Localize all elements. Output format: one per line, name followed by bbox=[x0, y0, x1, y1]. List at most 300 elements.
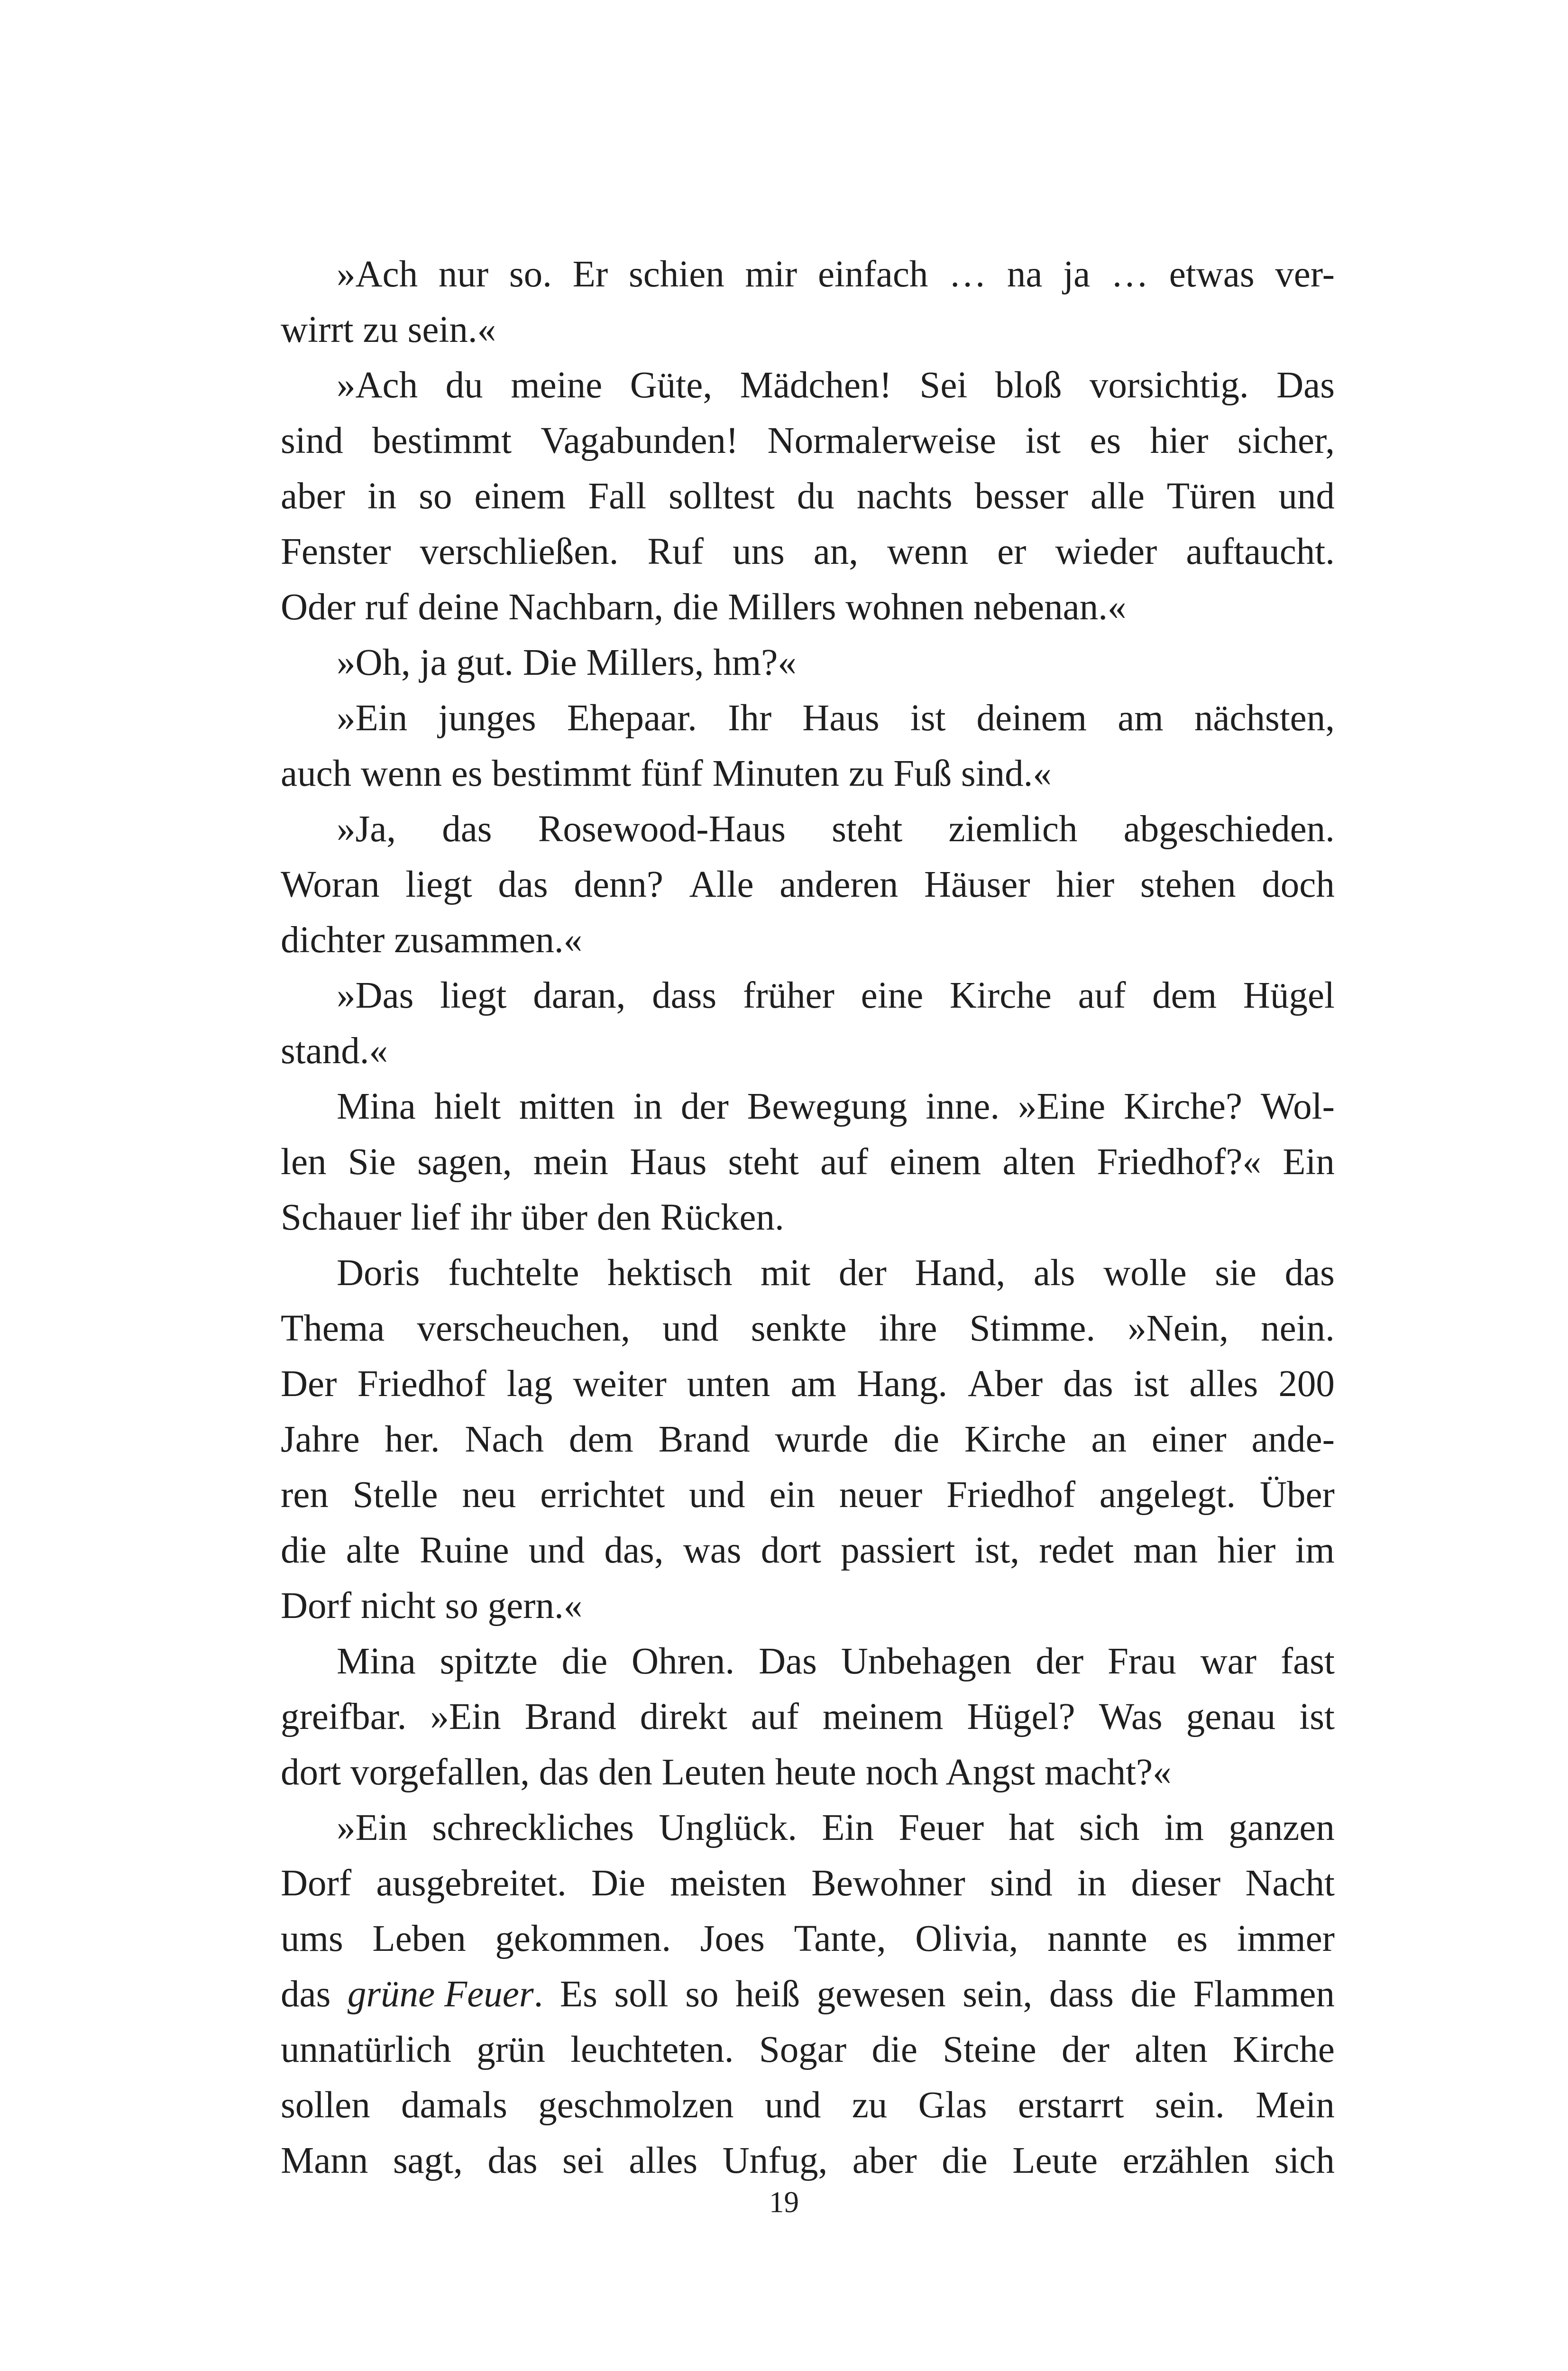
word: Unfug, bbox=[722, 2140, 828, 2181]
word: auftaucht. bbox=[1186, 531, 1335, 572]
word: es bbox=[1090, 420, 1121, 461]
text-line bbox=[281, 579, 1335, 635]
word: Es bbox=[559, 1974, 597, 2015]
word: Nacht bbox=[1245, 1863, 1335, 1904]
word: mit bbox=[760, 1252, 811, 1294]
word: anderen bbox=[779, 864, 899, 905]
word: Bewegung bbox=[747, 1086, 908, 1127]
word: ver- bbox=[1275, 254, 1335, 295]
word: ihre bbox=[879, 1308, 937, 1349]
word: fuchtelte bbox=[448, 1252, 579, 1294]
word: »Das bbox=[337, 975, 414, 1016]
word: Hand, bbox=[915, 1252, 1006, 1294]
word: dichter zusammen.« bbox=[281, 919, 583, 961]
text-line bbox=[281, 1745, 1335, 1800]
word: Tante, bbox=[794, 1918, 886, 1959]
word: nur bbox=[438, 254, 489, 295]
word: sein, bbox=[963, 1974, 1033, 2015]
word: Jahre bbox=[281, 1419, 360, 1460]
word: einfach bbox=[817, 254, 928, 295]
word: dass bbox=[652, 975, 717, 1016]
word: Sie bbox=[348, 1141, 396, 1183]
word: ist, bbox=[974, 1530, 1020, 1571]
word: was bbox=[683, 1530, 742, 1571]
word: du bbox=[797, 476, 834, 517]
word: »Ein bbox=[337, 1807, 408, 1848]
word: alten bbox=[1002, 1141, 1076, 1183]
word: eine bbox=[861, 975, 924, 1016]
word: in bbox=[1077, 1863, 1107, 1904]
word: Friedhof bbox=[357, 1363, 486, 1405]
word: junges bbox=[438, 698, 536, 739]
word: und bbox=[528, 1530, 585, 1571]
word: deinem bbox=[976, 698, 1087, 739]
word: und bbox=[662, 1308, 719, 1349]
word: Oder ruf deine Nachbarn, die Millers wohnen nebenan.« bbox=[281, 587, 1127, 628]
word: zu bbox=[852, 2085, 888, 2126]
word: hielt bbox=[434, 1086, 501, 1127]
word: dort vorgefallen, das den Leuten heute noch Angst macht?« bbox=[281, 1752, 1172, 1793]
word: daran, bbox=[533, 975, 626, 1016]
word: dem bbox=[1152, 975, 1217, 1016]
word: Schauer lief ihr über den Rücken. bbox=[281, 1197, 784, 1238]
word: ist bbox=[1299, 1696, 1335, 1737]
word: und bbox=[689, 1474, 745, 1516]
word: damals bbox=[401, 2085, 507, 2126]
word: Vagabunden! bbox=[541, 420, 739, 461]
word: Thema bbox=[281, 1308, 385, 1349]
word: Ihr bbox=[728, 698, 772, 739]
word: sein. bbox=[1155, 2085, 1225, 2126]
word: man bbox=[1133, 1530, 1198, 1571]
word: dieser bbox=[1131, 1863, 1221, 1904]
word: sagen, bbox=[417, 1141, 512, 1183]
word: Rosewood-Haus bbox=[538, 809, 786, 850]
word: Stelle bbox=[352, 1474, 438, 1516]
text-line bbox=[281, 247, 1335, 302]
word: steht bbox=[728, 1141, 799, 1183]
word: ganzen bbox=[1229, 1807, 1335, 1848]
text-line bbox=[281, 912, 1335, 968]
word: der bbox=[1036, 1641, 1084, 1682]
word: die bbox=[871, 2029, 917, 2070]
word: ren bbox=[281, 1474, 329, 1516]
word: »Ach bbox=[337, 254, 418, 295]
word: na bbox=[1007, 254, 1043, 295]
word: Über bbox=[1259, 1474, 1335, 1516]
word: sicher, bbox=[1237, 420, 1335, 461]
word: »Nein, bbox=[1128, 1308, 1229, 1349]
text-line bbox=[281, 413, 1335, 469]
word: in bbox=[367, 476, 397, 517]
word: inne. bbox=[926, 1086, 1000, 1127]
word: einem bbox=[889, 1141, 981, 1183]
word: Haus bbox=[802, 698, 880, 739]
word: »Oh, ja gut. Die Millers, hm?« bbox=[337, 642, 797, 683]
word: redet bbox=[1039, 1530, 1114, 1571]
word: errichtet bbox=[540, 1474, 665, 1516]
word: Ruine bbox=[419, 1530, 509, 1571]
word: gekommen. bbox=[495, 1918, 671, 1959]
word: das bbox=[281, 1974, 331, 2015]
word: Das bbox=[1276, 365, 1335, 406]
word: Alle bbox=[689, 864, 754, 905]
word: Fall bbox=[588, 476, 647, 517]
word: Türen bbox=[1166, 476, 1256, 517]
text-line bbox=[281, 1911, 1335, 1967]
text-line bbox=[281, 1800, 1335, 1856]
word: Haus bbox=[630, 1141, 707, 1183]
word: die bbox=[1130, 1974, 1176, 2015]
text-line bbox=[281, 968, 1335, 1023]
word: schien bbox=[628, 254, 724, 295]
word: 200 bbox=[1278, 1363, 1335, 1405]
word: das bbox=[1063, 1363, 1113, 1405]
word: unten bbox=[687, 1363, 770, 1405]
word: bestimmt bbox=[372, 420, 512, 461]
word: Dorf bbox=[281, 1863, 352, 1904]
word: Ruf bbox=[647, 531, 704, 572]
word: Nach bbox=[465, 1419, 544, 1460]
word: am bbox=[790, 1363, 837, 1405]
word: neuer bbox=[839, 1474, 923, 1516]
word: denn? bbox=[574, 864, 663, 905]
word: an, bbox=[813, 531, 858, 572]
word: alte bbox=[346, 1530, 400, 1571]
word: Was bbox=[1099, 1696, 1163, 1737]
word: Brand bbox=[658, 1419, 750, 1460]
word: so. bbox=[509, 254, 552, 295]
word: im bbox=[1295, 1530, 1335, 1571]
word: erzählen bbox=[1122, 2140, 1250, 2181]
text-line bbox=[281, 302, 1335, 358]
word: Flammen bbox=[1193, 1974, 1335, 2015]
text-line bbox=[281, 2077, 1335, 2133]
word: fast bbox=[1280, 1641, 1335, 1682]
word: doch bbox=[1262, 864, 1335, 905]
word: etwas bbox=[1169, 254, 1255, 295]
word: grün bbox=[477, 2029, 545, 2070]
text-line bbox=[281, 1356, 1335, 1412]
word: Brand bbox=[524, 1696, 616, 1737]
text-line bbox=[281, 1245, 1335, 1301]
word: Ehepaar. bbox=[567, 698, 697, 739]
word: her. bbox=[385, 1419, 440, 1460]
word: als bbox=[1033, 1252, 1075, 1294]
word: das bbox=[442, 809, 492, 850]
word: Dorf nicht so gern.« bbox=[281, 1585, 583, 1627]
text-line bbox=[281, 1467, 1335, 1523]
word: »Ach bbox=[337, 365, 418, 406]
word: meisten bbox=[670, 1863, 787, 1904]
word: besser bbox=[974, 476, 1068, 517]
word: die bbox=[942, 2140, 988, 2181]
word: sich bbox=[1079, 1807, 1140, 1848]
text-line bbox=[281, 1523, 1335, 1578]
word: Frau bbox=[1107, 1641, 1176, 1682]
word: auf bbox=[1078, 975, 1126, 1016]
word: verscheuchen, bbox=[417, 1308, 631, 1349]
word: Güte, bbox=[630, 365, 713, 406]
word: so bbox=[685, 1974, 719, 2015]
word: nannte bbox=[1047, 1918, 1147, 1959]
word: Mina bbox=[337, 1086, 416, 1127]
word: Steine bbox=[943, 2029, 1036, 2070]
word: »Eine bbox=[1018, 1086, 1106, 1127]
word: Stimme. bbox=[969, 1308, 1096, 1349]
word: das bbox=[487, 2140, 538, 2181]
text-line bbox=[281, 746, 1335, 801]
word: einem bbox=[474, 476, 566, 517]
text-line bbox=[281, 1856, 1335, 1911]
word: Normalerweise bbox=[767, 420, 997, 461]
word: Hügel? bbox=[967, 1696, 1075, 1737]
word: sich bbox=[1274, 2140, 1335, 2181]
word: alle bbox=[1090, 476, 1145, 517]
word: auf bbox=[751, 1696, 799, 1737]
word: so bbox=[419, 476, 452, 517]
word: bloß bbox=[995, 365, 1062, 406]
word: gewesen bbox=[816, 1974, 946, 2015]
text-line bbox=[281, 1190, 1335, 1245]
word: du bbox=[445, 365, 483, 406]
word: direkt bbox=[640, 1696, 728, 1737]
word: wenn bbox=[887, 531, 969, 572]
text-line bbox=[281, 1967, 1335, 2022]
word: ist bbox=[1133, 1363, 1169, 1405]
word: wirrt zu sein.« bbox=[281, 309, 496, 350]
word: soll bbox=[614, 1974, 669, 2015]
text-line bbox=[281, 635, 1335, 690]
word: das, bbox=[604, 1530, 664, 1571]
word: Unglück. bbox=[659, 1807, 798, 1848]
text-line bbox=[281, 1134, 1335, 1190]
text-line bbox=[281, 524, 1335, 579]
word: angelegt. bbox=[1099, 1474, 1236, 1516]
word: steht bbox=[832, 809, 903, 850]
word: aber bbox=[852, 2140, 917, 2181]
word: Woran bbox=[281, 864, 380, 905]
word: Kirche bbox=[964, 1419, 1066, 1460]
word: vorsichtig. bbox=[1089, 365, 1249, 406]
word: abgeschieden. bbox=[1123, 809, 1335, 850]
word: grüne Feuer. bbox=[348, 1967, 543, 2022]
word: Unbehagen bbox=[841, 1641, 1012, 1682]
word: Friedhof?« bbox=[1097, 1141, 1261, 1183]
word: nachts bbox=[856, 476, 953, 517]
word: Friedhof bbox=[946, 1474, 1076, 1516]
word: ja bbox=[1063, 254, 1091, 295]
text-line bbox=[281, 1301, 1335, 1356]
word: Leben bbox=[372, 1918, 466, 1959]
word: genau bbox=[1186, 1696, 1276, 1737]
word: nein. bbox=[1261, 1308, 1335, 1349]
word: meine bbox=[511, 365, 603, 406]
text-line bbox=[281, 469, 1335, 524]
word: die bbox=[893, 1419, 940, 1460]
word: mitten bbox=[519, 1086, 615, 1127]
word: lag bbox=[506, 1363, 553, 1405]
word: sind bbox=[990, 1863, 1053, 1904]
word: hat bbox=[1009, 1807, 1055, 1848]
word: sie bbox=[1215, 1252, 1256, 1294]
word: das bbox=[498, 864, 548, 905]
word: Mein bbox=[1256, 2085, 1335, 2126]
word: Ohren. bbox=[631, 1641, 735, 1682]
word: Die bbox=[591, 1863, 646, 1904]
word: sagt, bbox=[393, 2140, 463, 2181]
word: das bbox=[1284, 1252, 1335, 1294]
word: am bbox=[1118, 698, 1164, 739]
word: alten bbox=[1135, 2029, 1208, 2070]
text-line bbox=[281, 857, 1335, 912]
word: ziemlich bbox=[948, 809, 1078, 850]
word: Das bbox=[759, 1641, 817, 1682]
word: Hügel bbox=[1243, 975, 1335, 1016]
word: sind bbox=[281, 420, 343, 461]
word: aber bbox=[281, 476, 345, 517]
word: er bbox=[997, 531, 1027, 572]
text-line bbox=[281, 2022, 1335, 2077]
body-text bbox=[281, 247, 1335, 2188]
word: meinem bbox=[822, 1696, 944, 1737]
word: Er bbox=[572, 254, 608, 295]
word: mein bbox=[533, 1141, 608, 1183]
word: Ein bbox=[1283, 1141, 1335, 1183]
word: heiß bbox=[735, 1974, 800, 2015]
text-line bbox=[281, 1412, 1335, 1467]
word: Ein bbox=[822, 1807, 874, 1848]
word: unnatürlich bbox=[281, 2029, 451, 2070]
word: erstarrt bbox=[1018, 2085, 1124, 2126]
word: Häuser bbox=[924, 864, 1030, 905]
word: solltest bbox=[669, 476, 775, 517]
word: Aber bbox=[968, 1363, 1043, 1405]
word: Der bbox=[281, 1363, 337, 1405]
text-line bbox=[281, 2133, 1335, 2188]
word: dem bbox=[569, 1419, 633, 1460]
word: Sei bbox=[919, 365, 968, 406]
word: verschließen. bbox=[420, 531, 619, 572]
word: Olivia, bbox=[915, 1918, 1018, 1959]
word: war bbox=[1200, 1641, 1257, 1682]
word: wieder bbox=[1055, 531, 1157, 572]
word: »Ein bbox=[430, 1696, 501, 1737]
word: auf bbox=[820, 1141, 869, 1183]
word: stehen bbox=[1140, 864, 1236, 905]
word: sei bbox=[562, 2140, 604, 2181]
word: stand.« bbox=[281, 1030, 388, 1072]
word: senkte bbox=[751, 1308, 847, 1349]
word: die bbox=[281, 1530, 327, 1571]
word: mir bbox=[745, 254, 798, 295]
word: liegt bbox=[405, 864, 472, 905]
word: Kirche bbox=[949, 975, 1052, 1016]
word: geschmolzen bbox=[538, 2085, 734, 2126]
word: hektisch bbox=[607, 1252, 733, 1294]
word: und bbox=[1278, 476, 1335, 517]
word: schreckliches bbox=[432, 1807, 634, 1848]
word: uns bbox=[732, 531, 785, 572]
text-line bbox=[281, 690, 1335, 746]
word: neu bbox=[462, 1474, 516, 1516]
text-line bbox=[281, 1578, 1335, 1634]
word: ausgebreitet. bbox=[376, 1863, 567, 1904]
text-line bbox=[281, 1079, 1335, 1134]
word: len bbox=[281, 1141, 327, 1183]
word: nächsten, bbox=[1194, 698, 1335, 739]
word: ums bbox=[281, 1918, 343, 1959]
word: hier bbox=[1150, 420, 1209, 461]
word: wurde bbox=[775, 1419, 869, 1460]
text-line bbox=[281, 1634, 1335, 1689]
word: spitzte bbox=[440, 1641, 538, 1682]
word: Leute bbox=[1012, 2140, 1098, 2181]
word: hier bbox=[1056, 864, 1115, 905]
word: auch wenn es bestimmt fünf Minuten zu Fuß sind.« bbox=[281, 753, 1052, 794]
word: … bbox=[949, 254, 987, 295]
text-line bbox=[281, 1023, 1335, 1079]
word: alles bbox=[629, 2140, 698, 2181]
word: der bbox=[680, 1086, 729, 1127]
text-line bbox=[281, 801, 1335, 857]
word: früher bbox=[743, 975, 834, 1016]
word: dort bbox=[761, 1530, 821, 1571]
word: Bewohner bbox=[811, 1863, 965, 1904]
word: Doris bbox=[337, 1252, 420, 1294]
word: … bbox=[1110, 254, 1148, 295]
text-line bbox=[281, 1689, 1335, 1745]
word: im bbox=[1164, 1807, 1204, 1848]
word: der bbox=[1062, 2029, 1110, 2070]
word: der bbox=[838, 1252, 887, 1294]
word: passiert bbox=[841, 1530, 955, 1571]
word: hier bbox=[1217, 1530, 1276, 1571]
word: ist bbox=[1025, 420, 1061, 461]
word: ande- bbox=[1251, 1419, 1335, 1460]
word: alles bbox=[1189, 1363, 1258, 1405]
word: weiter bbox=[573, 1363, 667, 1405]
word: Sogar bbox=[759, 2029, 847, 2070]
word: liegt bbox=[440, 975, 507, 1016]
word: »Ja, bbox=[337, 809, 396, 850]
word: Mina bbox=[337, 1641, 416, 1682]
word: sollen bbox=[281, 2085, 370, 2126]
word: immer bbox=[1237, 1918, 1335, 1959]
word: Feuer bbox=[899, 1807, 984, 1848]
word: ist bbox=[910, 698, 946, 739]
word: Kirche bbox=[1233, 2029, 1335, 2070]
word: die bbox=[561, 1641, 608, 1682]
word: Fenster bbox=[281, 531, 391, 572]
word: Wol- bbox=[1260, 1086, 1335, 1127]
word: an bbox=[1091, 1419, 1127, 1460]
word: wolle bbox=[1103, 1252, 1187, 1294]
word: und bbox=[764, 2085, 821, 2126]
word: Joes bbox=[700, 1918, 765, 1959]
text-line bbox=[281, 358, 1335, 413]
word: es bbox=[1176, 1918, 1208, 1959]
word: in bbox=[633, 1086, 663, 1127]
word: Hang. bbox=[857, 1363, 948, 1405]
word: Mann bbox=[281, 2140, 368, 2181]
word: greifbar. bbox=[281, 1696, 407, 1737]
italic-phrase: grüne Feuer bbox=[347, 1974, 534, 2015]
word: Kirche? bbox=[1124, 1086, 1243, 1127]
word: leuchteten. bbox=[570, 2029, 734, 2070]
page-number: 19 bbox=[769, 2186, 799, 2219]
word: einer bbox=[1151, 1419, 1227, 1460]
